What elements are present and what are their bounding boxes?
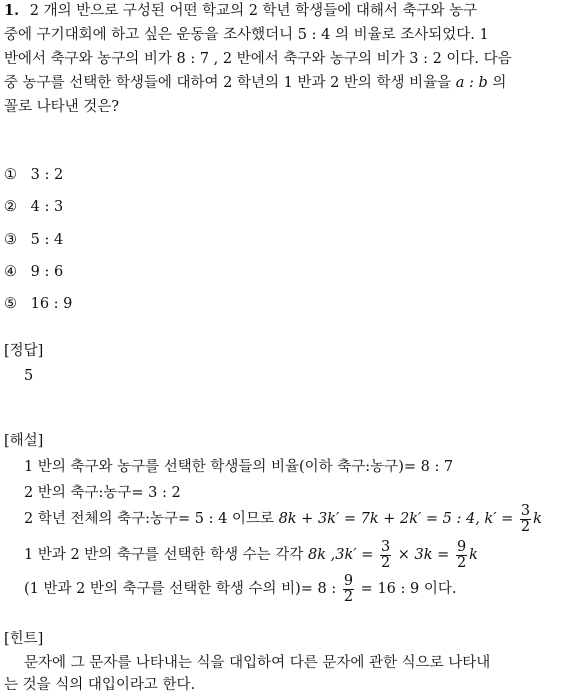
explanation-line-4-var: k — [469, 547, 478, 563]
fraction-3-2 — [380, 540, 391, 571]
explanation-line-5-result: = 16 : 9 이다. — [356, 581, 457, 597]
choice-1[interactable] — [4, 164, 63, 186]
fraction-numerator: 3 — [520, 502, 531, 519]
explanation-line-3-text: 2 학년 전체의 축구:농구= 5 : 4 이므로 — [24, 511, 279, 527]
fraction-denominator: 2 — [380, 554, 391, 571]
choice-5[interactable] — [4, 293, 72, 315]
explanation-line-5-text: (1 반과 2 반의 축구를 선택한 학생 수의 비)= 8 : — [24, 581, 341, 597]
explanation-line-4-math-2: × 3k = — [393, 547, 454, 563]
answer-label: [정답] — [4, 343, 44, 359]
fraction-denominator: 2 — [520, 518, 531, 535]
explanation-line-3 — [24, 500, 542, 538]
fraction-denominator: 2 — [343, 588, 354, 605]
hint-line-1: 문자에 그 문자를 나타내는 식을 대입하여 다른 문자에 관한 식으로 나타내 — [24, 655, 491, 671]
choice-4[interactable] — [4, 261, 63, 283]
choice-number: ⑤ — [4, 296, 17, 312]
choice-text: 4 : 3 — [30, 199, 64, 215]
explanation-line-4-math: 8k ,3k′ = — [308, 547, 378, 563]
explanation-line-1: 1 반의 축구와 농구를 선택한 학생들의 비율(이하 축구:농구)= 8 : 7 — [24, 459, 454, 475]
hint-label: [힌트] — [4, 631, 44, 647]
question-line-1 — [4, 0, 477, 22]
explanation-line-5 — [24, 570, 456, 608]
question-suffix: 의 — [487, 75, 507, 91]
choice-number: ④ — [4, 264, 17, 280]
choice-2[interactable] — [4, 196, 63, 218]
question-number: 1. — [4, 2, 20, 19]
ratio-variable: a : b — [455, 75, 488, 91]
choice-number: ③ — [4, 232, 17, 248]
fraction-numerator: 9 — [343, 572, 354, 589]
explanation-line-4-text: 1 반과 2 반의 축구를 선택한 학생 수는 각각 — [24, 547, 309, 563]
choice-number: ② — [4, 199, 17, 215]
explanation-line-3-var: k — [533, 511, 542, 527]
choice-number: ① — [4, 167, 17, 183]
question-text-2: 중에 구기대회에 하고 싶은 운동을 조사했더니 5 : 4 의 비율로 조사되었다. 1 — [4, 27, 489, 43]
fraction-3-2 — [520, 504, 531, 535]
choice-text: 5 : 4 — [30, 232, 64, 248]
fraction-9-2 — [456, 540, 467, 571]
question-text-1: 2 개의 반으로 구성된 어떤 학교의 2 학년 학생들에 대해서 축구와 농구 — [29, 3, 478, 19]
hint-line-2: 는 것을 식의 대입이라고 한다. — [4, 677, 196, 693]
explanation-line-3-math: 8k + 3k′ = 7k + 2k′ = 5 : 4, k′ = — [278, 511, 518, 527]
choice-text: 3 : 2 — [30, 167, 64, 183]
question-text-4: 중 농구를 선택한 학생들에 대하여 2 학년의 1 반과 2 반의 학생 비율을 — [4, 75, 452, 91]
explanation-line-2: 2 반의 축구:농구= 3 : 2 — [24, 485, 181, 501]
choice-3[interactable] — [4, 229, 63, 251]
answer-value: 5 — [24, 368, 34, 384]
fraction-numerator: 3 — [380, 538, 391, 555]
question-line-4 — [4, 72, 506, 94]
explanation-line-4 — [24, 536, 478, 574]
explanation-label: [해설] — [4, 433, 44, 449]
fraction-numerator: 9 — [456, 538, 467, 555]
fraction-denominator: 2 — [456, 554, 467, 571]
question-text-3: 반에서 축구와 농구의 비가 8 : 7 , 2 반에서 축구와 농구의 비가 3 : 2 이다. 다음 — [4, 51, 512, 67]
question-text-5: 꼴로 나타낸 것은? — [4, 99, 120, 115]
fraction-9-2 — [343, 574, 354, 605]
choice-text: 16 : 9 — [30, 296, 73, 312]
choice-text: 9 : 6 — [30, 264, 64, 280]
